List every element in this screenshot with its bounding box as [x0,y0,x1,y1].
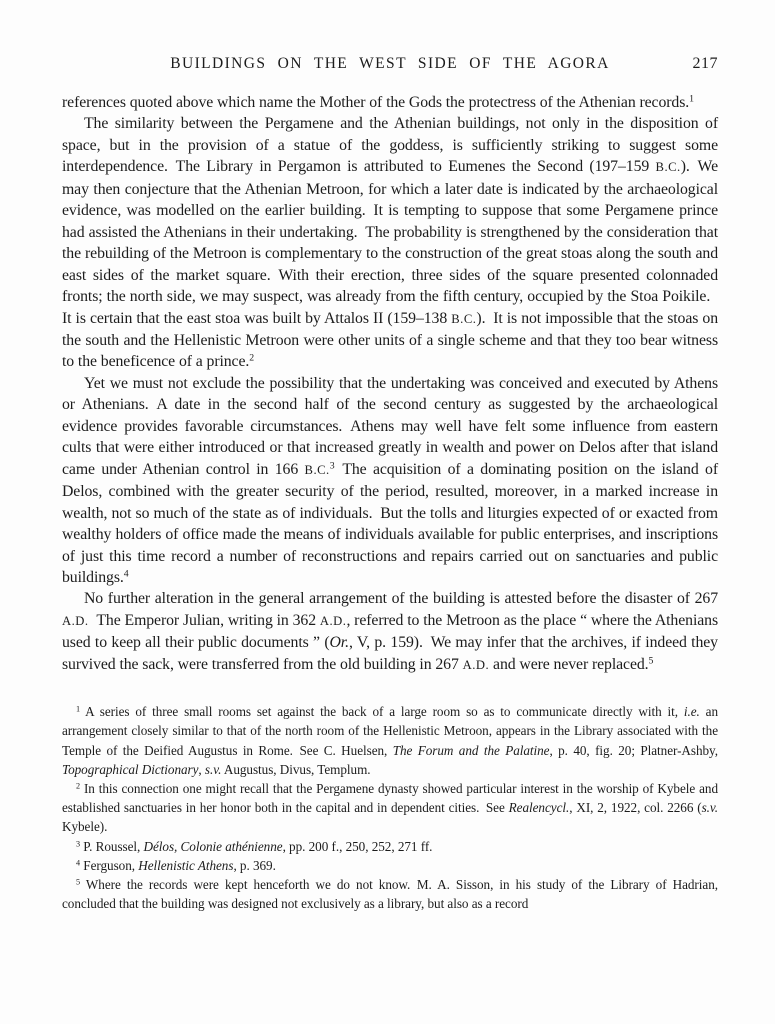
text-run: Augustus, Divus, Templum. [221,761,371,777]
footnote-marker: 2 [76,781,81,791]
text-run: Realencycl. [508,800,570,816]
text-run: Where the records were kept henceforth we do not know. M. A. Sisson, in his study of the Library of Hadrian, concluded that the building was designed not exclusively as a library, but also as a record [62,877,718,912]
paragraph-2 [62,113,718,372]
text-run: , referred to the Metroon as the place “ where the Athenians used to keep all their public documents ” ( [62,611,718,652]
text-run: Ferguson, [80,857,139,873]
footnotes-section [62,702,718,913]
text-run: s.v. [204,761,222,777]
text-run: references quoted above which name the Mother of the Gods the protectress of the Athenian records. [62,94,690,111]
page-header [62,55,718,77]
text-run: A series of three small rooms set against the back of a large room so as to communicate directly with it, [80,704,684,720]
footnote-3 [62,837,718,856]
text-run: A.D. [319,613,347,628]
text-run: The Forum and the Palatine [392,742,550,758]
footnote-marker: 4 [123,568,129,580]
text-run: Topographical Dictionary [62,761,199,777]
text-run: , [198,761,205,777]
footnote-marker: 5 [76,877,81,887]
text-run: A.D. [62,613,89,628]
text-run: The Emperor Julian, writing in 362 [88,611,320,629]
footnote-marker: 2 [249,353,255,365]
footnote-marker: 3 [76,839,81,849]
text-run: ). We may then conjecture that the Athenian Metroon, for which a later date is indicated by the archaeological evidence, was modelled on the earlier building. It is tempting to suppose that some Pergamene prince had assisted the Athenians in their undertaking. The probability is strengthened by the consideration that the rebuilding of the Metroon is complementary to the construction of the great stoas along the south and east sides of the market square. With their erection, three sides of the square presented colonnaded fronts; the north side, we may suspect, was already from the fifth century, occupied by the Stoa Poikile. It is certain that the east stoa was built by Attalos II (159–138 [62,158,718,327]
footnote-4 [62,856,718,875]
text-run: B.C. [451,311,477,326]
main-text [62,92,718,676]
text-run: A.D. [462,657,490,672]
paragraph-4 [62,588,718,676]
footnote-marker: 1 [76,704,81,714]
text-run: Kybele). [62,819,108,835]
footnote-marker: 4 [76,858,81,868]
text-run: No further alteration in the general arrangement of the building is attested before the disaster of 267 [84,590,718,608]
footnote-2 [62,779,718,837]
page-number: 217 [692,55,718,72]
text-run: The similarity between the Pergamene and the Athenian buildings, not only in the disposition of space, but in the provision of a statue of the goddess, is sufficiently striking to suggest some interdependence. The Library in Pergamon is attributed to Eumenes the Second (197–159 [62,115,718,176]
text-run: P. Roussel, [80,838,144,854]
footnote-1 [62,702,718,779]
text-run: Hellenistic Athens [138,857,234,873]
text-run: , p. 369. [233,857,276,873]
paragraph-1 [62,92,718,113]
text-run: , pp. 200 f., 250, 252, 271 ff. [282,838,433,854]
paragraph-3 [62,373,718,589]
text-run: i.e. [683,704,700,720]
text-run: an arrangement closely similar to that of the north room of the Hellenistic Metroon, appears in the Library associated with the Temple of the Deified Augustus in Rome. See C. Huelsen, [62,704,718,758]
text-run: Délos, Colonie athénienne [143,838,283,854]
text-run: , V, p. 159). We may infer that the archives, if indeed they survived the sack, were transferred from the old building in 267 [62,634,718,673]
text-run: B.C. [655,160,681,175]
text-run: B.C. [304,462,330,477]
text-run: In this connection one might recall that the Pergamene dynasty showed particular interest in the worship of Kybele and established sanctuaries in her honor both in the capital and in dependent cities. See [62,781,718,816]
text-run: , XI, 2, 1922, col. 2266 ( [569,800,702,816]
footnote-marker: 1 [689,93,694,105]
footnote-marker: 3 [329,460,335,472]
text-run: s.v. [701,800,718,816]
text-run: Yet we must not exclude the possibility that the undertaking was conceived and executed by Athens or Athenians. A date in the second half of the second century as suggested by the archaeological evidence provides favorable circumstances. Athens may well have felt some influence from eastern cults that were either introduced or that increased greatly in wealth and power on Delos after that island came under Athenian control in 166 [62,374,718,478]
text-run: and were never replaced. [489,655,649,673]
footnote-5 [62,875,718,913]
running-head-title: BUILDINGS ON THE WEST SIDE OF THE AGORA [170,55,610,72]
text-run: , p. 40, fig. 20; Platner-Ashby, [549,742,718,758]
footnote-marker: 5 [648,655,654,667]
text-run: The acquisition of a dominating position on the island of Delos, combined with the greater security of the period, resulted, moreover, in a marked increase in wealth, not so much of the state as of individuals. But the tolls and liturgies expected of or exacted from wealthy holders of office made the means of individuals available for public enterprises, and inscriptions of just this time record a number of reconstructions and repairs carried out on sanctuaries and public buildings. [62,460,719,586]
text-run: Or. [329,634,349,652]
text-run: ). It is not impossible that the stoas on the south and the Hellenistic Metroon were other units of a single scheme and that they too bear witness to the beneficence of a prince. [62,309,718,371]
